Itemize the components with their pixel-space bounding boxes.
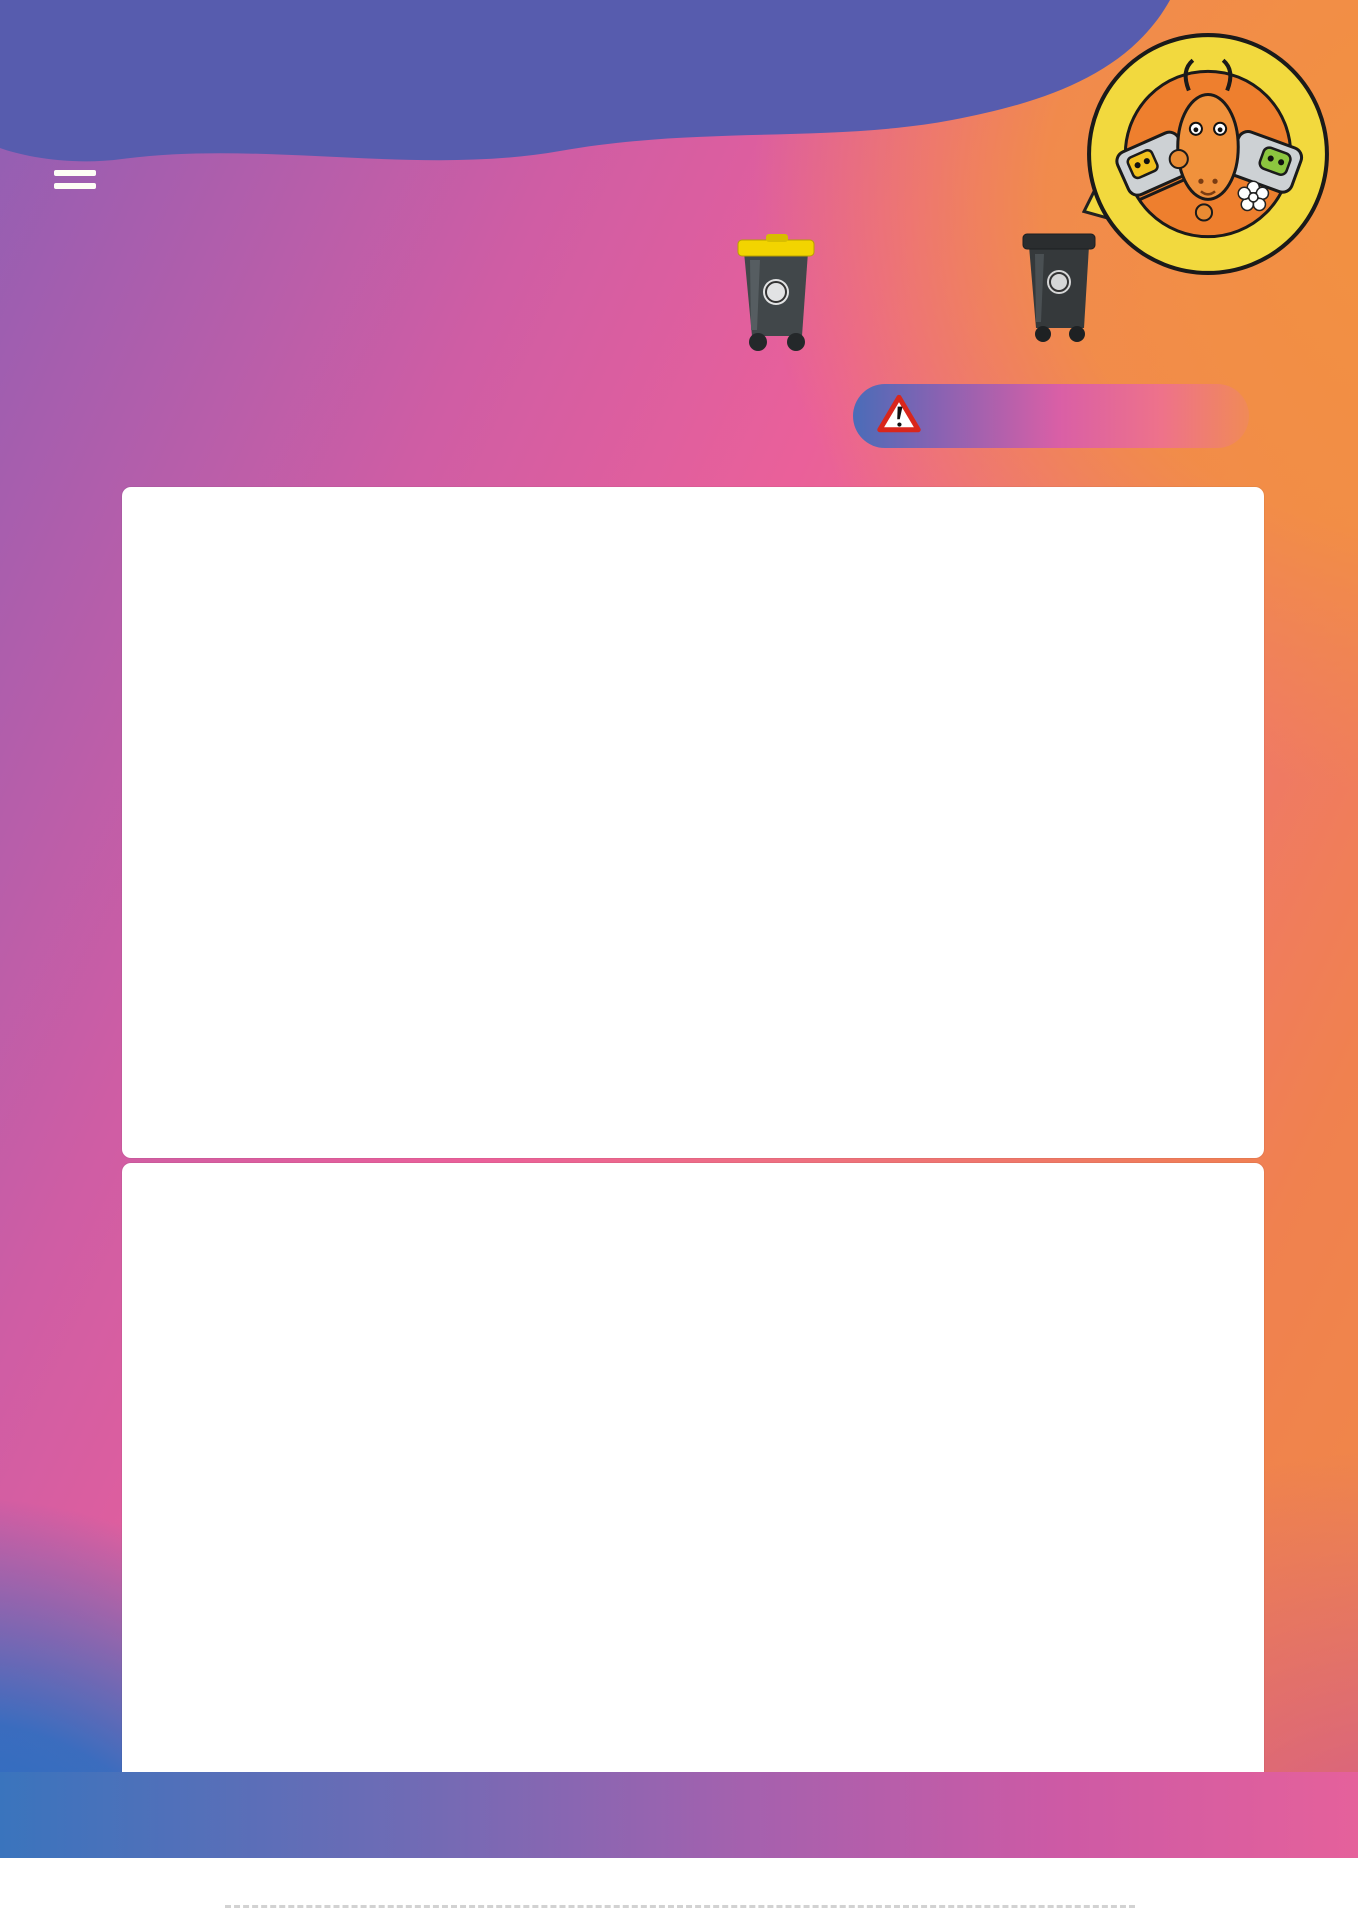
footer-bar	[0, 1772, 1358, 1858]
scan-margin	[0, 1858, 1358, 1920]
legend	[56, 170, 756, 189]
scan-dash-line	[225, 1905, 1135, 1908]
smictrem-logo	[1082, 28, 1334, 280]
legend-group-fj	[56, 183, 756, 189]
warning-triangle-icon	[877, 394, 921, 434]
calendar-panel-jan-jun	[122, 487, 1264, 1158]
calendar-panel-jul-dec	[122, 1163, 1264, 1853]
legend-group-ae	[56, 170, 756, 176]
holiday-notice	[853, 384, 1249, 448]
yellow-lid-bin	[730, 230, 822, 354]
